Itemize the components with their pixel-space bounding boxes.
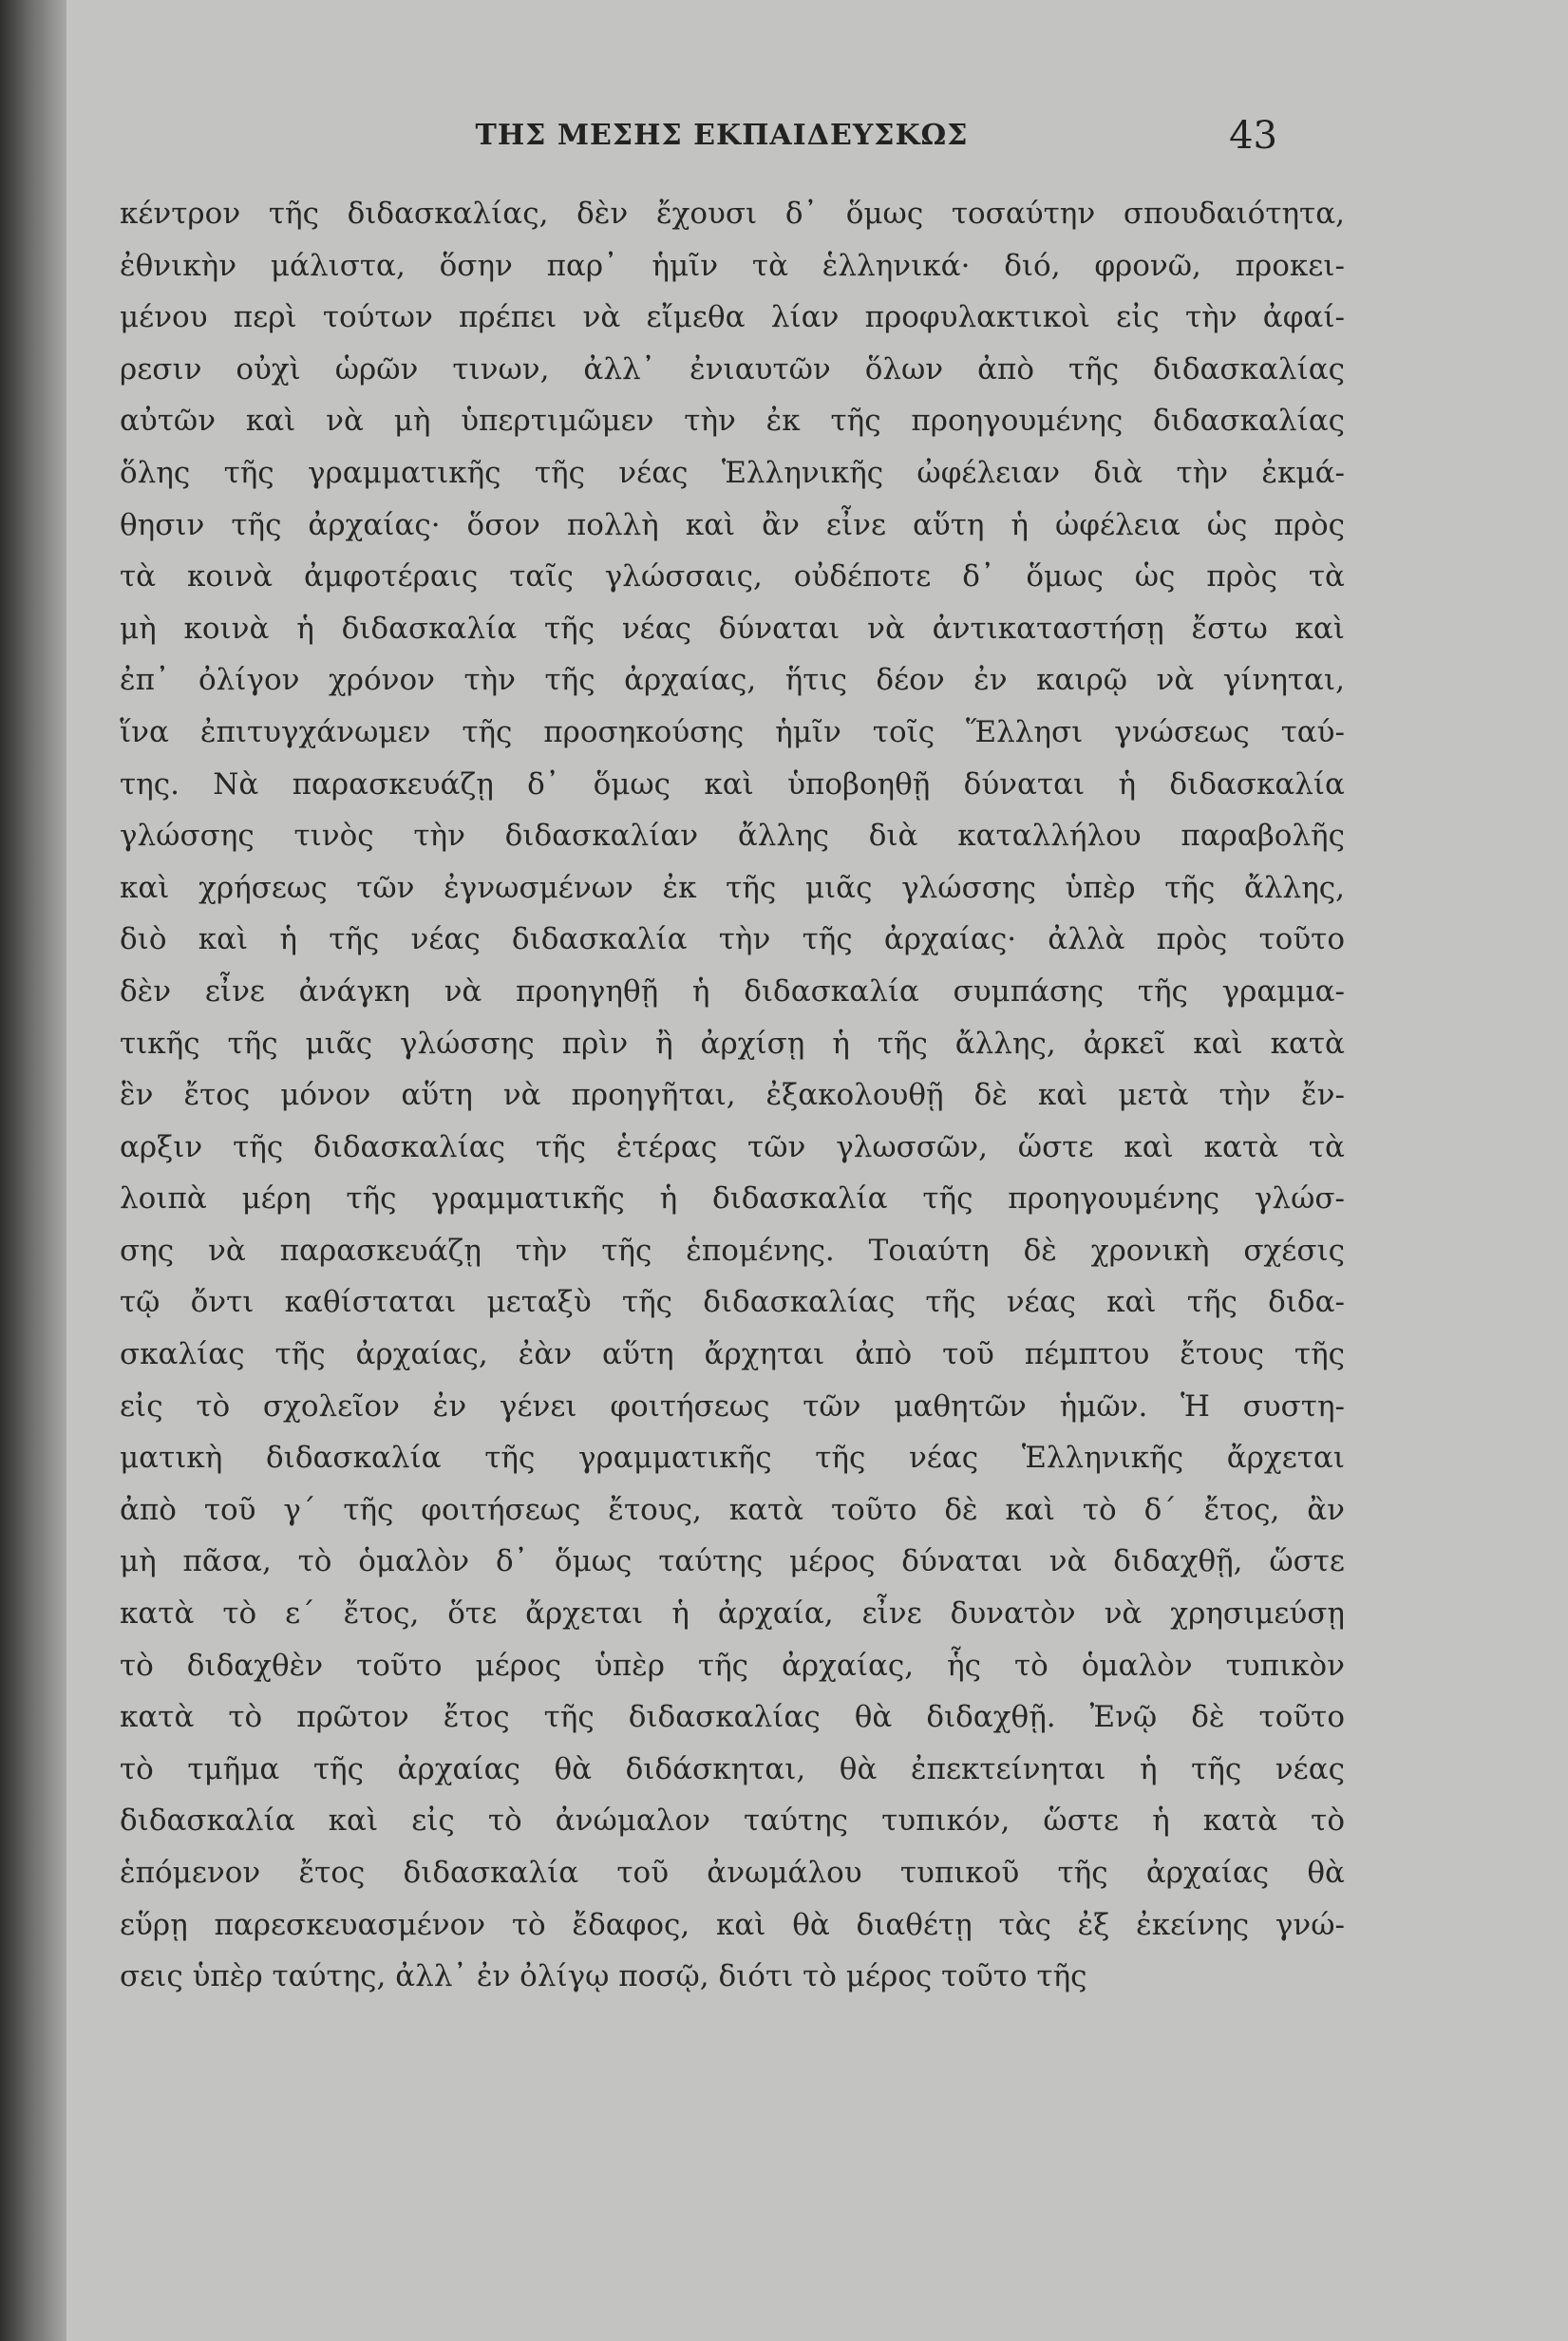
- text-line: τὸ τμῆμα τῆς ἀρχαίας θὰ διδάσκηται, θὰ ἐπεκτείνηται ἡ τῆς νέας: [120, 1751, 1345, 1786]
- text-line: διδασκαλία καὶ εἰς τὸ ἀνώμαλον ταύτης τυπικόν, ὥστε ἡ κατὰ τὸ: [120, 1803, 1345, 1839]
- text-line: κέντρον τῆς διδασκαλίας, δὲν ἔχουσι δ᾽ ὅμως τοσαύτην σπουδαιότητα,: [120, 197, 1345, 231]
- text-line: κατὰ τὸ ε΄ ἔτος, ὅτε ἄρχεται ἡ ἀρχαία, εἶνε δυνατὸν νὰ χρησιμεύσῃ: [120, 1596, 1345, 1632]
- text-line: τῷ ὄντι καθίσταται μεταξὺ τῆς διδασκαλίας τῆς νέας καὶ τῆς διδα-: [120, 1285, 1345, 1320]
- text-line: μὴ κοινὰ ἡ διδασκαλία τῆς νέας δύναται νὰ ἀντικαταστήσῃ ἔστω καὶ: [120, 611, 1345, 646]
- text-line: της. Νὰ παρασκευάζῃ δ᾽ ὅμως καὶ ὑποβοηθῇ δύναται ἡ διδασκαλία: [120, 766, 1345, 802]
- text-line: καὶ χρήσεως τῶν ἐγνωσμένων ἐκ τῆς μιᾶς γλώσσης ὑπὲρ τῆς ἄλλης,: [120, 870, 1345, 905]
- text-line: κατὰ τὸ πρῶτον ἔτος τῆς διδασκαλίας θὰ διδαχθῇ. Ἐνῷ δὲ τοῦτο: [120, 1700, 1345, 1735]
- text-line: αρξιν τῆς διδασκαλίας τῆς ἑτέρας τῶν γλωσσῶν, ὥστε καὶ κατὰ τὰ: [120, 1129, 1345, 1164]
- text-line: δὲν εἶνε ἀνάγκη νὰ προηγηθῇ ἡ διδασκαλία συμπάσης τῆς γραμμα-: [120, 973, 1345, 1009]
- text-line: ρεσιν οὐχὶ ὡρῶν τινων, ἀλλ᾽ ἐνιαυτῶν ὅλων ἀπὸ τῆς διδασκαλίας: [120, 351, 1345, 387]
- text-line: σκαλίας τῆς ἀρχαίας, ἐὰν αὕτη ἄρχηται ἀπὸ τοῦ πέμπτου ἔτους τῆς: [120, 1337, 1345, 1372]
- text-line: ἐθνικὴν μάλιστα, ὅσην παρ᾽ ἡμῖν τὰ ἑλληνικά· διό, φρονῶ, προκει-: [120, 248, 1345, 283]
- text-line: ἀπὸ τοῦ γ΄ τῆς φοιτήσεως ἔτους, κατὰ τοῦτο δὲ καὶ τὸ δ΄ ἔτος, ἂν: [120, 1492, 1345, 1527]
- text-line: ἑπόμενον ἔτος διδασκαλία τοῦ ἀνωμάλου τυπικοῦ τῆς ἀρχαίας θὰ: [120, 1856, 1345, 1890]
- text-line: ματικὴ διδασκαλία τῆς γραμματικῆς τῆς νέας Ἑλληνικῆς ἄρχεται: [120, 1441, 1345, 1476]
- text-line: σης νὰ παρασκευάζῃ τὴν τῆς ἑπομένης. Τοιαύτη δὲ χρονικὴ σχέσις: [120, 1233, 1345, 1268]
- book-spine-shadow: [0, 0, 66, 2341]
- text-line: τικῆς τῆς μιᾶς γλώσσης πρὶν ἢ ἀρχίσῃ ἡ τῆς ἄλλης, ἀρκεῖ καὶ κατὰ: [120, 1026, 1345, 1061]
- text-line: μένου περὶ τούτων πρέπει νὰ εἴμεθα λίαν προφυλακτικοὶ εἰς τὴν ἀφαί-: [120, 300, 1345, 335]
- text-line: ὅλης τῆς γραμματικῆς τῆς νέας Ἑλληνικῆς ὠφέλειαν διὰ τὴν ἐκμά-: [120, 455, 1345, 490]
- text-line: ἓν ἔτος μόνον αὕτη νὰ προηγῆται, ἐξακολουθῇ δὲ καὶ μετὰ τὴν ἔν-: [120, 1078, 1345, 1113]
- page-number: 43: [1229, 114, 1277, 158]
- book-page: [66, 0, 1568, 2341]
- running-head: [66, 112, 1568, 160]
- text-line: γλώσσης τινὸς τὴν διδασκαλίαν ἄλλης διὰ καταλλήλου παραβολῆς: [120, 819, 1345, 854]
- text-line: λοιπὰ μέρη τῆς γραμματικῆς ἡ διδασκαλία τῆς προηγουμένης γλώσ-: [120, 1181, 1345, 1217]
- text-line: εὕρῃ παρεσκευασμένον τὸ ἔδαφος, καὶ θὰ διαθέτῃ τὰς ἐξ ἐκείνης γνώ-: [120, 1907, 1345, 1942]
- text-line: αὐτῶν καὶ νὰ μὴ ὑπερτιμῶμεν τὴν ἐκ τῆς προηγουμένης διδασκαλίας: [120, 404, 1345, 439]
- text-line: διὸ καὶ ἡ τῆς νέας διδασκαλία τὴν τῆς ἀρχαίας· ἀλλὰ πρὸς τοῦτο: [120, 922, 1345, 957]
- text-line: σεις ὑπὲρ ταύτης, ἀλλ᾽ ἐν ὀλίγῳ ποσῷ, διότι τὸ μέρος τοῦτο τῆς: [120, 1959, 1087, 1994]
- text-line: ἐπ᾽ ὀλίγον χρόνον τὴν τῆς ἀρχαίας, ἥτις δέον ἐν καιρῷ νὰ γίνηται,: [120, 663, 1345, 698]
- text-line: τὰ κοινὰ ἀμφοτέραις ταῖς γλώσσαις, οὐδέποτε δ᾽ ὅμως ὡς πρὸς τὰ: [120, 559, 1345, 595]
- text-line: θησιν τῆς ἀρχαίας· ὅσον πολλὴ καὶ ἂν εἶνε αὕτη ἡ ὠφέλεια ὡς πρὸς: [120, 507, 1345, 542]
- text-line: εἰς τὸ σχολεῖον ἐν γένει φοιτήσεως τῶν μαθητῶν ἡμῶν. Ἡ συστη-: [120, 1388, 1345, 1424]
- body-text: [120, 188, 1345, 2003]
- text-line: τὸ διδαχθὲν τοῦτο μέρος ὑπὲρ τῆς ἀρχαίας, ἧς τὸ ὁμαλὸν τυπικὸν: [120, 1648, 1345, 1683]
- text-line: μὴ πᾶσα, τὸ ὁμαλὸν δ᾽ ὅμως ταύτης μέρος δύναται νὰ διδαχθῇ, ὥστε: [120, 1544, 1345, 1579]
- text-line: ἵνα ἐπιτυγχάνωμεν τῆς προσηκούσης ἡμῖν τοῖς Ἕλλησι γνώσεως ταύ-: [120, 714, 1345, 749]
- running-head-title: ΤΗΣ ΜΕΣΗΣ ΕΚΠΑΙΔΕΥΣΚΩΣ: [475, 119, 969, 152]
